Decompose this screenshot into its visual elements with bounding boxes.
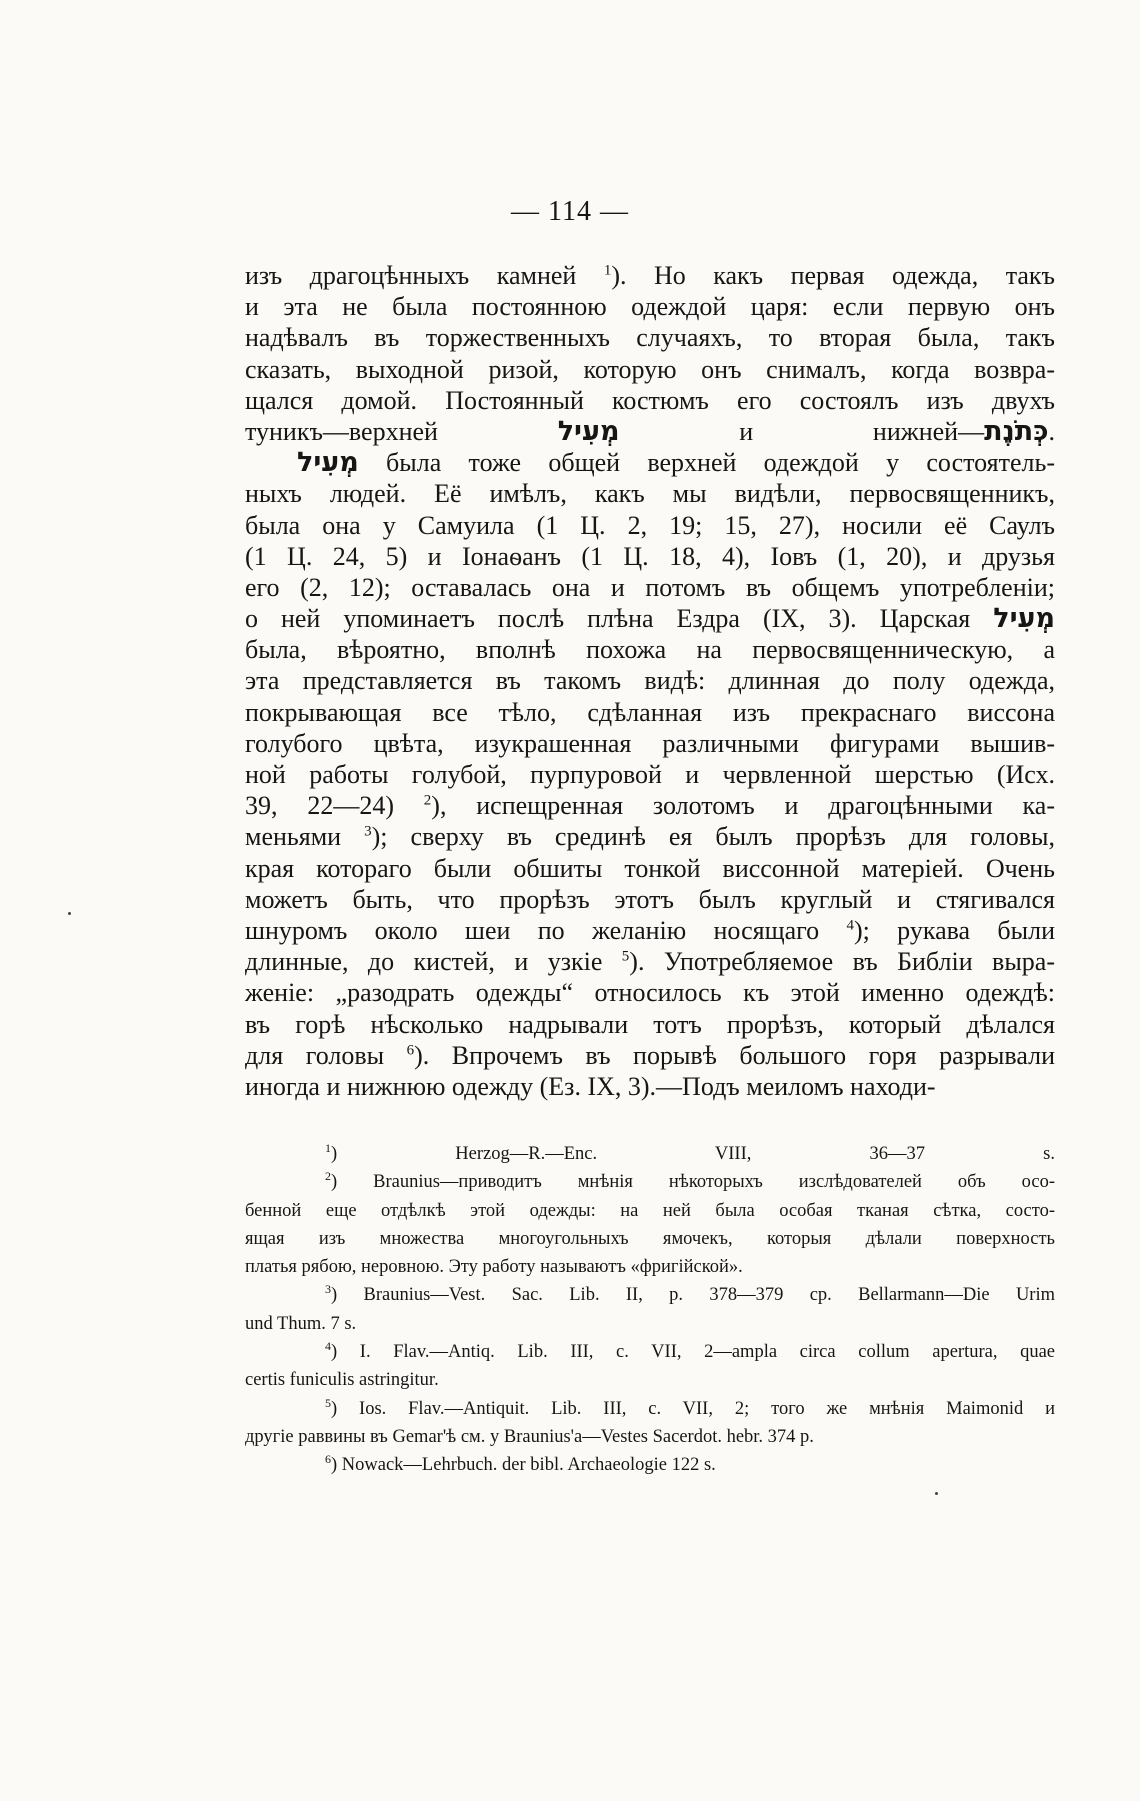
- footnote-number: 4: [325, 1338, 331, 1353]
- text-line: [245, 728, 1055, 759]
- text-segment: ). Впрочемъ въ порывѣ большого горя разрывали: [414, 1040, 1055, 1070]
- text-line: [245, 354, 1055, 385]
- footnote: [245, 1395, 1055, 1452]
- footnote-ref: 1: [603, 262, 612, 279]
- text-segment: ) Herzog—R.—Enc. VIII, 36—37 s.: [331, 1144, 1055, 1164]
- page-number: — 114 —: [511, 196, 629, 227]
- text-line: [245, 634, 1055, 665]
- footnote-number: 3: [325, 1282, 331, 1297]
- text-segment: ), испещренная золотомъ и драгоцѣнными ка-: [431, 791, 1055, 821]
- text-segment: въ горѣ нѣсколько надрывали тотъ прорѣзъ, который дѣлался: [245, 1009, 1055, 1039]
- text-line: [245, 759, 1055, 790]
- text-line: [245, 790, 1055, 821]
- text-segment: и эта не была постоянною одеждой царя: если первую онъ: [245, 292, 1055, 322]
- text-line: [245, 447, 1055, 478]
- text-line: [245, 385, 1055, 416]
- text-segment: щался домой. Постоянный костюмъ его состоялъ изъ двухъ: [245, 385, 1055, 415]
- text-segment: длинные, до кистей, и узкіе: [245, 947, 622, 977]
- text-segment: ной работы голубой, пурпуровой и червленной шерстью (Исх.: [245, 760, 1055, 789]
- text-segment: ) I. Flav.—Antiq. Lib. III, c. VII, 2—ampla circa collum apertura, quae: [331, 1342, 1055, 1363]
- footnote-line: [245, 1253, 1055, 1281]
- text-segment: платья рябою, неровною. Эту работу называютъ «фригійской».: [245, 1257, 743, 1278]
- footnote-line: [245, 1451, 1055, 1479]
- footnote-line: [245, 1225, 1055, 1253]
- text-segment: голубого цвѣта, изукрашенная различными фигурами вышив-: [245, 728, 1055, 758]
- text-segment: иногда и нижнюю одежду (Ез. IX, 3).—Подъ меиломъ находи-: [245, 1071, 936, 1101]
- hebrew-word: כְּתֹנֶת: [984, 415, 1049, 447]
- text-line: [245, 977, 1055, 1008]
- footnote-line: [245, 1310, 1055, 1338]
- body-text: [245, 260, 1055, 1102]
- text-line: [245, 291, 1055, 322]
- text-line: [245, 541, 1055, 572]
- text-segment: и нижней—: [619, 416, 985, 446]
- footnote: [245, 1338, 1055, 1395]
- text-segment: была, вѣроятно, вполнѣ похожа на первосвященническую, а: [245, 635, 1055, 665]
- footnote-line: [245, 1338, 1055, 1366]
- stray-mark: [935, 1492, 938, 1495]
- text-segment: certis funiculis astringitur.: [245, 1370, 439, 1391]
- text-segment: была тоже общей верхней одеждой у состоятель-: [358, 448, 1055, 478]
- text-segment: ). Но какъ первая одежда, такъ: [611, 261, 1055, 290]
- text-line: [245, 853, 1055, 884]
- text-line: [245, 665, 1055, 696]
- hebrew-word: מְעִיל: [993, 603, 1055, 635]
- footnote: [245, 1281, 1055, 1338]
- footnote-line: [245, 1395, 1055, 1423]
- text-segment: 39, 22—24): [245, 791, 424, 821]
- footnote-line: [245, 1281, 1055, 1309]
- text-segment: изъ драгоцѣнныхъ камней: [245, 261, 604, 290]
- text-line: [245, 1009, 1055, 1040]
- footnote-line: [245, 1366, 1055, 1394]
- footnote-ref: 2: [423, 792, 432, 809]
- text-segment: ) Braunius—приводитъ мнѣнія нѣкоторыхъ изслѣдователей объ осо-: [331, 1172, 1055, 1193]
- text-segment: (1 Ц. 24, 5) и Іонаѳанъ (1 Ц. 18, 4), Іовъ (1, 20), и друзья: [245, 541, 1055, 571]
- footnote-ref: 3: [364, 823, 372, 840]
- text-segment: можетъ быть, что прорѣзъ этотъ былъ круглый и стягивался: [245, 884, 1055, 914]
- text-segment: ныхъ людей. Её имѣлъ, какъ мы видѣли, первосвященникъ,: [245, 479, 1055, 509]
- text-line: [245, 821, 1055, 852]
- text-line: [245, 884, 1055, 915]
- text-line: [245, 478, 1055, 509]
- text-segment: ) Braunius—Vest. Sac. Lib. II, p. 378—379 cp. Bellarmann—Die Urim: [331, 1285, 1055, 1306]
- footnote-number: 6: [325, 1452, 331, 1467]
- hebrew-word: מְעִיל: [557, 415, 620, 447]
- footnote-number: 1: [325, 1140, 331, 1155]
- text-segment: ящая изъ множества многоугольныхъ ямочекъ, которыя дѣлали поверхность: [245, 1228, 1055, 1249]
- text-line: [245, 603, 1055, 634]
- text-line: [245, 1071, 1055, 1102]
- text-segment: ) Ios. Flav.—Antiquit. Lib. III, c. VII, 2; того же мнѣнія Maimonid и: [331, 1398, 1055, 1419]
- text-segment: меньями: [245, 822, 365, 852]
- text-segment: его (2, 12); оставалась она и потомъ въ общемъ употребленіи;: [245, 572, 1055, 602]
- footnote: [245, 1451, 1055, 1479]
- text-segment: другіе раввины въ Gemar'ѣ см. у Braunius'a—Vestes Sacerdot. hebr. 374 p.: [245, 1426, 814, 1447]
- footnote-line: [245, 1168, 1055, 1196]
- text-line: [245, 322, 1055, 353]
- text-segment: женіе: „разодрать одежды“ относилось къ этой именно одеждѣ:: [245, 978, 1055, 1008]
- text-line: [245, 915, 1055, 946]
- text-segment: und Thum. 7 s.: [245, 1313, 357, 1334]
- footnotes: [245, 1140, 1055, 1480]
- text-segment: .: [1048, 416, 1055, 446]
- text-line: [245, 510, 1055, 541]
- footnote: [245, 1168, 1055, 1281]
- stray-mark: [68, 912, 71, 915]
- text-segment: для головы: [245, 1040, 407, 1070]
- text-segment: ); сверху въ срединѣ ея былъ прорѣзъ для головы,: [371, 822, 1055, 852]
- text-line: [245, 1040, 1055, 1071]
- footnote-number: 2: [325, 1169, 331, 1184]
- text-segment: бенной еще отдѣлкѣ этой одежды: на ней была особая тканая сѣтка, состо-: [245, 1200, 1055, 1221]
- footnote: [245, 1140, 1055, 1168]
- text-line: [245, 260, 1055, 291]
- text-segment: шнуромъ около шеи по желанію носящаго: [245, 915, 847, 945]
- footnote-ref: 6: [406, 1042, 415, 1059]
- text-line: [245, 572, 1055, 603]
- footnote-ref: 5: [621, 948, 630, 965]
- text-segment: туникъ—верхней: [245, 416, 558, 446]
- text-line: [245, 697, 1055, 728]
- text-segment: ); рукава были: [853, 915, 1055, 945]
- text-segment: сказать, выходной ризой, которую онъ снималъ, когда возвра-: [245, 354, 1055, 384]
- text-segment: ). Употребляемое въ Библіи выра-: [629, 947, 1055, 977]
- text-segment: надѣвалъ въ торжественныхъ случаяхъ, то вторая была, такъ: [245, 323, 1055, 353]
- text-line: [245, 416, 1055, 447]
- footnote-number: 5: [325, 1395, 331, 1410]
- text-segment: была она у Самуила (1 Ц. 2, 19; 15, 27), носили её Саулъ: [245, 510, 1055, 540]
- footnote-line: [245, 1140, 1055, 1168]
- footnote-line: [245, 1423, 1055, 1451]
- text-segment: ) Nowack—Lehrbuch. der bibl. Archaeologie 122 s.: [331, 1455, 716, 1476]
- text-segment: о ней упоминаетъ послѣ плѣна Ездра (IX, 3). Царская: [245, 604, 994, 634]
- text-line: [245, 946, 1055, 977]
- hebrew-word: מְעִיל: [297, 447, 359, 479]
- text-segment: покрывающая все тѣло, сдѣланная изъ прекраснаго виссона: [245, 697, 1055, 727]
- text-segment: эта представляется въ такомъ видѣ: длинная до полу одежда,: [245, 666, 1055, 696]
- footnote-line: [245, 1197, 1055, 1225]
- footnote-ref: 4: [846, 917, 854, 934]
- text-segment: края котораго были обшиты тонкой виссонной матеріей. Очень: [245, 853, 1055, 883]
